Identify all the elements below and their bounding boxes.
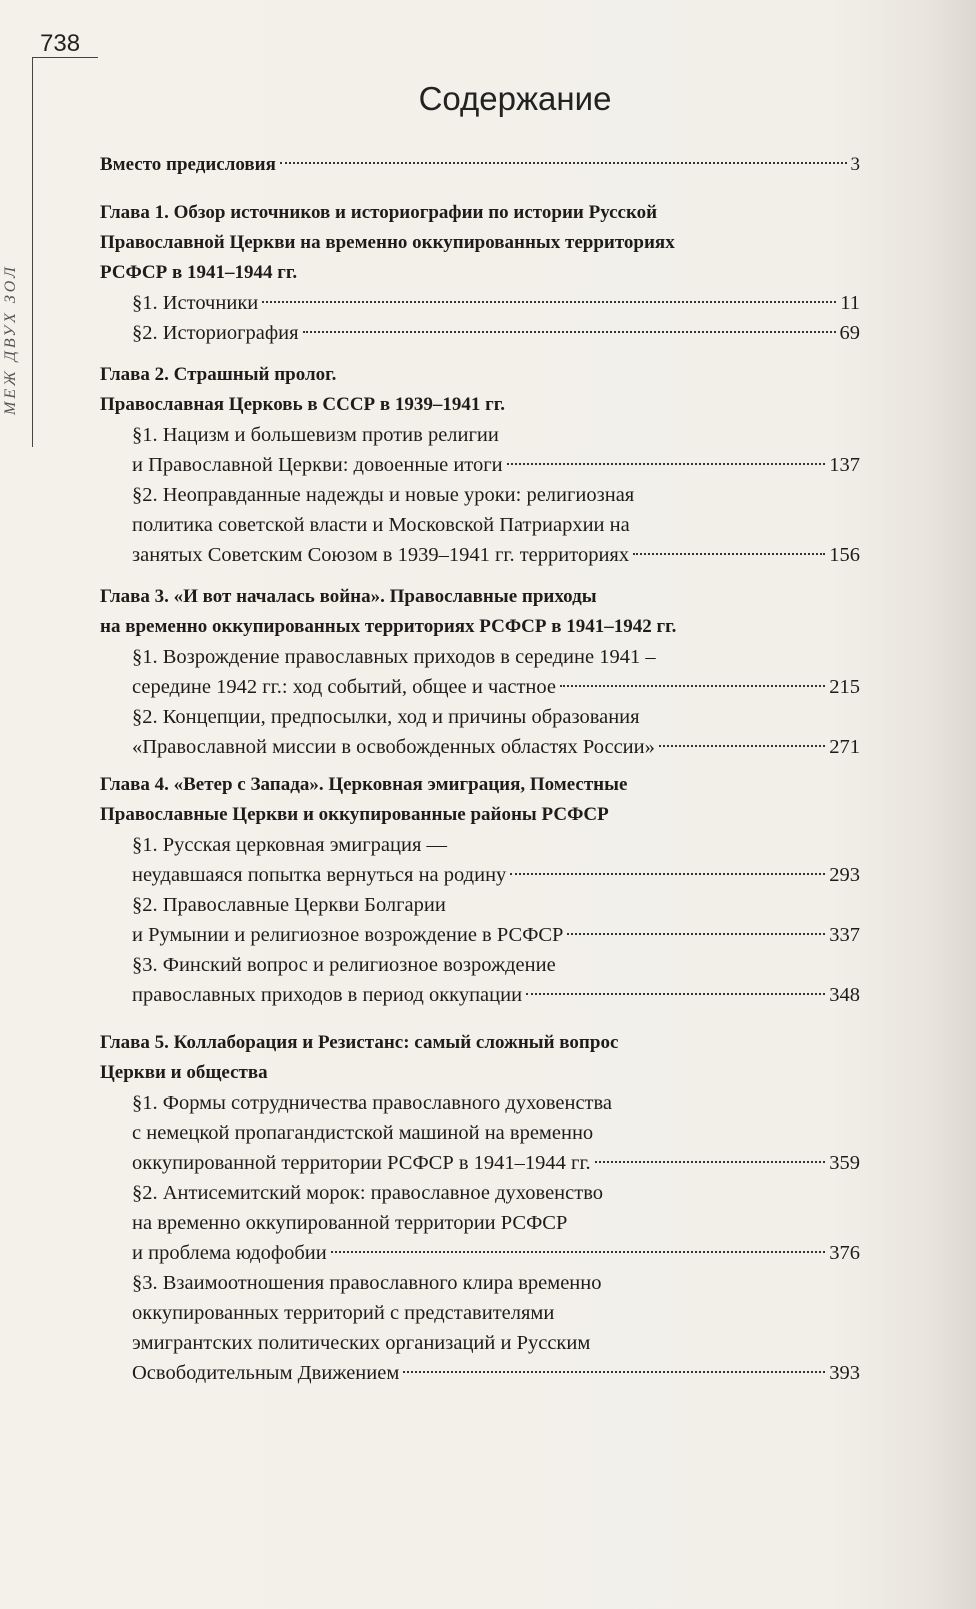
spacer	[100, 1010, 860, 1028]
toc-title: Содержание	[418, 80, 612, 117]
chapter-title-line: Глава 5. Коллаборация и Резистанс: самый сложный вопрос	[100, 1032, 619, 1053]
dot-leader	[507, 462, 826, 465]
section-line: с немецкой пропагандистской машиной на временно	[132, 1122, 594, 1144]
dot-leader	[510, 872, 825, 875]
section-page: 156	[829, 544, 860, 566]
spacer	[100, 570, 860, 582]
chapter-title-line: Православные Церкви и оккупированные районы РСФСР	[100, 804, 609, 825]
dot-leader	[560, 684, 825, 687]
chapter-title-line: на временно оккупированных территориях РСФСР в 1941–1942 гг.	[100, 616, 677, 637]
section-line: оккупированных территорий с представителями	[132, 1302, 555, 1324]
intro-page: 3	[850, 154, 860, 175]
toc-section-1-2[interactable]	[100, 318, 860, 348]
spacer	[100, 180, 860, 198]
chapter-heading-1[interactable]	[100, 198, 860, 288]
dot-leader	[331, 1250, 826, 1253]
table-of-contents	[100, 150, 860, 1388]
dot-leader	[633, 552, 825, 555]
section-page: 293	[829, 864, 860, 886]
section-line: §1. Формы сотрудничества православного духовенства	[132, 1092, 613, 1114]
section-line	[100, 1238, 860, 1268]
section-line: §2. Концепции, предпосылки, ход и причины образования	[132, 706, 640, 728]
section-page: 393	[829, 1362, 860, 1384]
section-line: эмигрантских политических организаций и Русским	[132, 1332, 591, 1354]
dot-leader	[526, 992, 825, 995]
spacer	[100, 348, 860, 360]
toc-section-2-1[interactable]	[100, 420, 860, 480]
toc-section-4-3[interactable]	[100, 950, 860, 1010]
section-line: §2. Неоправданные надежды и новые уроки: религиозная	[132, 484, 635, 506]
section-line	[100, 1148, 860, 1178]
chapter-title-line: Православной Церкви на временно оккупированных территориях	[100, 232, 675, 253]
chapter-title-line: Глава 4. «Ветер с Запада». Церковная эмиграция, Поместные	[100, 774, 628, 795]
section-line	[100, 672, 860, 702]
section-page: 376	[829, 1242, 860, 1264]
section-page: 69	[839, 322, 860, 344]
chapter-title-line: Церкви и общества	[100, 1062, 268, 1083]
chapter-title-line: Глава 2. Страшный пролог.	[100, 364, 337, 385]
chapter-list	[100, 180, 860, 1388]
section-label: §1. Источники	[132, 292, 259, 314]
dot-leader	[595, 1160, 826, 1163]
section-page: 137	[829, 454, 860, 476]
dot-leader	[262, 300, 836, 303]
section-line: §1. Возрождение православных приходов в середине 1941 –	[132, 646, 656, 668]
section-label: середине 1942 гг.: ход событий, общее и частное	[132, 676, 557, 698]
section-page: 11	[840, 292, 860, 314]
toc-section-2-2[interactable]	[100, 480, 860, 570]
section-line: §2. Антисемитский морок: православное духовенство	[132, 1182, 603, 1204]
section-page: 271	[829, 736, 860, 758]
toc-section-5-3[interactable]	[100, 1268, 860, 1388]
section-label: и Православной Церкви: довоенные итоги	[132, 454, 503, 476]
section-page: 359	[829, 1152, 860, 1174]
chapter-heading-2[interactable]	[100, 360, 860, 420]
section-line	[100, 540, 860, 570]
section-line	[100, 318, 860, 348]
section-line	[100, 920, 860, 950]
section-line: политика советской власти и Московской Патриархии на	[132, 514, 630, 536]
toc-section-3-1[interactable]	[100, 642, 860, 702]
section-label: оккупированной территории РСФСР в 1941–1944 гг.	[132, 1152, 591, 1174]
section-line: §3. Взаимоотношения православного клира временно	[132, 1272, 602, 1294]
chapter-title-line: Глава 1. Обзор источников и историографии по истории Русской	[100, 202, 658, 223]
toc-section-3-2[interactable]	[100, 702, 860, 762]
toc-section-1-1[interactable]	[100, 288, 860, 318]
section-page: 348	[829, 984, 860, 1006]
spacer	[100, 762, 860, 770]
toc-section-5-1[interactable]	[100, 1088, 860, 1178]
section-line: §3. Финский вопрос и религиозное возрождение	[132, 954, 556, 976]
section-label: занятых Советским Союзом в 1939–1941 гг. территориях	[132, 544, 630, 566]
section-label: и проблема юдофобии	[132, 1242, 327, 1264]
intro-label: Вместо предисловия	[100, 154, 276, 175]
header-rule	[32, 57, 98, 58]
section-label: православных приходов в период оккупации	[132, 984, 523, 1006]
chapter-heading-4[interactable]	[100, 770, 860, 830]
section-line	[100, 860, 860, 890]
section-label: §2. Историография	[132, 322, 299, 344]
chapter-title-line: Глава 3. «И вот началась война». Православные приходы	[100, 586, 597, 607]
section-page: 337	[829, 924, 860, 946]
chapter-heading-5[interactable]	[100, 1028, 860, 1088]
section-label: и Румынии и религиозное возрождение в РСФСР	[132, 924, 564, 946]
section-line: на временно оккупированной территории РСФСР	[132, 1212, 568, 1234]
section-label: «Православной миссии в освобожденных областях России»	[132, 736, 655, 758]
section-line: §1. Нацизм и большевизм против религии	[132, 424, 499, 446]
dot-leader	[303, 330, 836, 333]
toc-intro[interactable]	[100, 150, 860, 180]
dot-leader	[659, 744, 825, 747]
chapter-title-line: Православная Церковь в СССР в 1939–1941 гг.	[100, 394, 506, 415]
chapter-heading-3[interactable]	[100, 582, 860, 642]
section-label: неудавшаяся попытка вернуться на родину	[132, 864, 507, 886]
running-head: МЕЖ ДВУХ ЗОЛ	[2, 264, 19, 416]
section-line	[100, 732, 860, 762]
page-number: 738	[40, 30, 81, 57]
dot-leader	[567, 932, 825, 935]
toc-section-4-1[interactable]	[100, 830, 860, 890]
section-line	[100, 288, 860, 318]
section-line	[100, 980, 860, 1010]
toc-section-5-2[interactable]	[100, 1178, 860, 1268]
toc-section-4-2[interactable]	[100, 890, 860, 950]
section-line	[100, 1358, 860, 1388]
section-label: Освободительным Движением	[132, 1362, 400, 1384]
dot-leader	[280, 161, 847, 164]
chapter-title-line: РСФСР в 1941–1944 гг.	[100, 262, 298, 283]
section-line: §1. Русская церковная эмиграция —	[132, 834, 448, 856]
dot-leader	[403, 1370, 825, 1373]
section-line	[100, 450, 860, 480]
section-line: §2. Православные Церкви Болгарии	[132, 894, 446, 916]
section-page: 215	[829, 676, 860, 698]
